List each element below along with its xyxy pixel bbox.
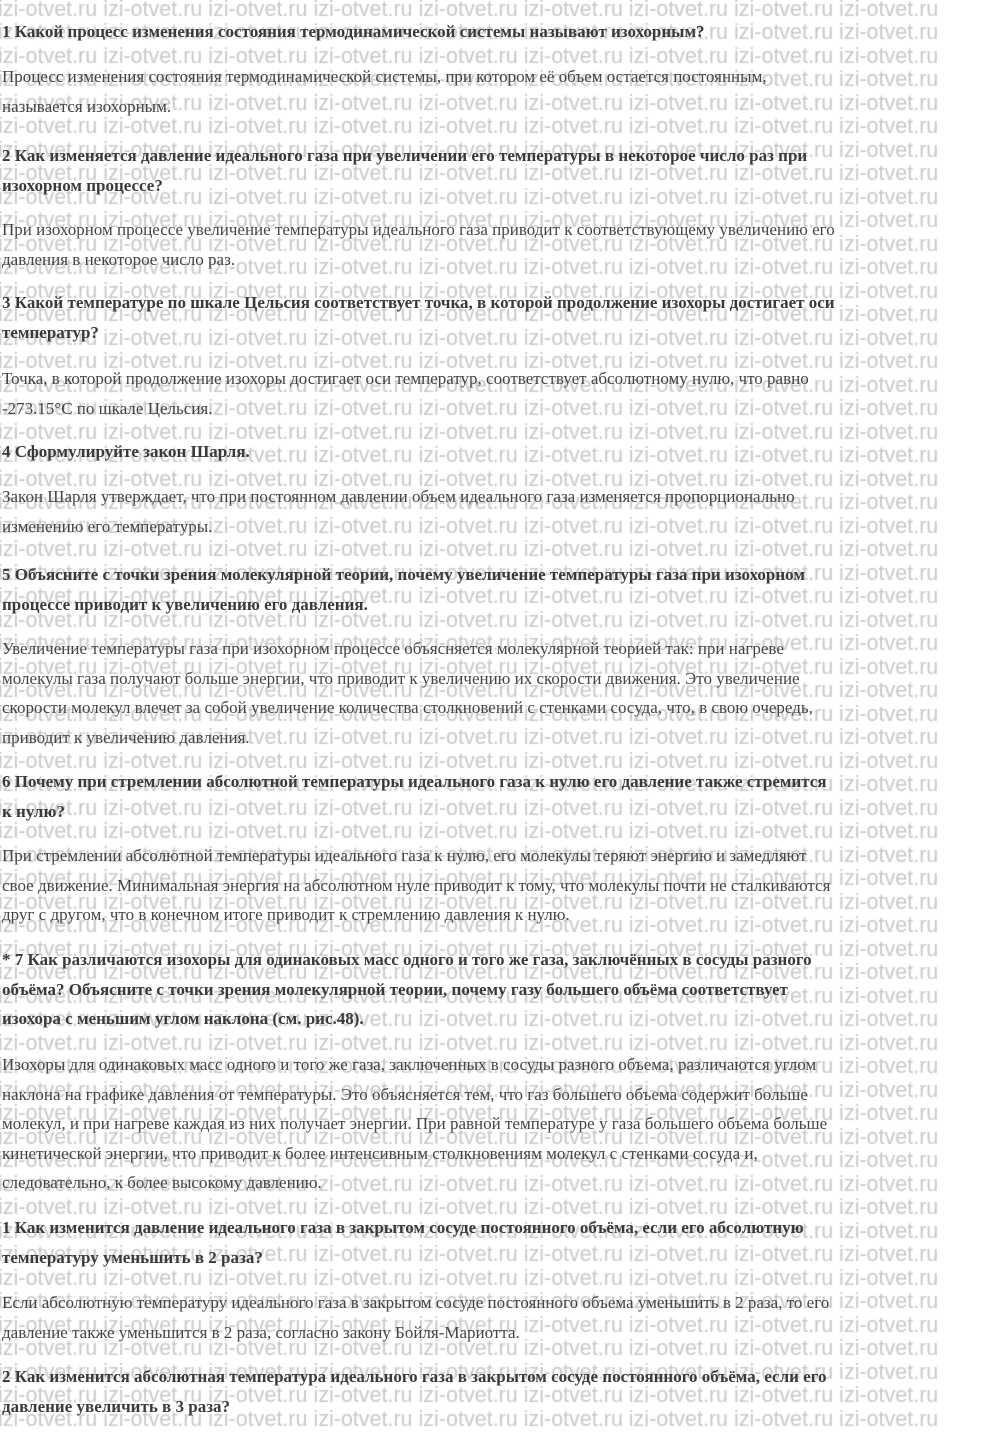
text-line: Если абсолютную температуру идеального газа в закрытом сосуде постоянного объема уменьшить в 2 раза, то его xyxy=(2,1293,830,1312)
answer-paragraph xyxy=(2,1050,827,1198)
text-line: давление увеличить в 3 раза? xyxy=(2,1396,231,1416)
text-line: температур? xyxy=(2,322,99,342)
text-line: 3 Какой температуре по шкале Цельсия соответствует точка, в которой продолжение изохоры достигает оси xyxy=(2,293,835,312)
text-line: давления в некоторое число раз. xyxy=(2,249,236,269)
text-line: объёма? Объясните с точки зрения молекулярной теории, почему газу большего объёма соответствует xyxy=(2,979,788,999)
question-heading xyxy=(2,1362,827,1421)
text-line: 2 Как изменяется давление идеального газа при увеличении его температуры в некоторое число раз при xyxy=(2,146,808,165)
text-line: изохора с меньшим углом наклона (см. рис.48). xyxy=(2,1009,364,1028)
question-heading xyxy=(2,17,705,47)
question-heading xyxy=(2,767,827,826)
text-line: 5 Объясните с точки зрения молекулярной теории, почему увеличение температуры газа при изохорном xyxy=(2,565,805,584)
answer-paragraph xyxy=(2,482,795,541)
text-line: приводит к увеличению давления. xyxy=(2,727,250,747)
text-line: 1 Как изменится давление идеального газа в закрытом сосуде постоянного объёма, если его абсолютную xyxy=(2,1218,804,1237)
text-line: скорости молекул влечет за собой увеличение количества столкновений с стенками сосуда, что, в свою очередь, xyxy=(2,698,813,717)
answer-paragraph xyxy=(2,634,813,752)
text-line: 2 Как изменится абсолютная температура идеального газа в закрытом сосуде постоянного объёма, если его xyxy=(2,1367,827,1386)
text-line: При стремлении абсолютной температуры идеального газа к нулю, его молекулы теряют энергию и замедляют xyxy=(2,846,807,865)
text-line: Увеличение температуры газа при изохорном процессе объясняется молекулярной теорией так: при нагреве xyxy=(2,639,784,658)
text-line: Точка, в которой продолжение изохоры достигает оси температур, соответствует абсолютному нулю, что равно xyxy=(2,369,809,388)
question-heading xyxy=(2,560,805,619)
answer-paragraph xyxy=(2,841,830,930)
text-line: изохорном процессе? xyxy=(2,175,163,195)
text-line: * 7 Как различаются изохоры для одинаковых масс одного и того же газа, заключённых в сосуды разного xyxy=(2,950,812,969)
text-line: 6 Почему при стремлении абсолютной температуры идеального газа к нулю его давление также стремится xyxy=(2,772,827,791)
text-line: друг с другом, что в конечном итоге приводит к стремлению давления к нулю. xyxy=(2,905,570,924)
text-line: 1 Какой процесс изменения состояния термодинамической системы называют изохорным? xyxy=(2,22,705,41)
question-heading xyxy=(2,1213,804,1272)
text-line: Закон Шарля утверждает, что при постоянном давлении объем идеального газа изменяется пропорционально xyxy=(2,487,795,506)
answer-paragraph xyxy=(2,62,767,121)
text-line: При изохорном процессе увеличение температуры идеального газа приводит к соответствующему увеличению его xyxy=(2,220,835,239)
text-line: -273.15°C по шкале Цельсия. xyxy=(2,398,213,418)
question-heading xyxy=(2,945,812,1034)
text-line: молекул, и при нагреве каждая из них получает энергии. При равной температуре у газа большего объема больше xyxy=(2,1114,828,1133)
text-line: к нулю? xyxy=(2,801,65,821)
text-line: Изохоры для одинаковых масс одного и того же газа, заключенных в сосуды разного объема, различаются углом xyxy=(2,1055,817,1074)
text-line: давление также уменьшится в 2 раза, согласно закону Бойля-Мариотта. xyxy=(2,1322,520,1342)
answer-paragraph xyxy=(2,364,809,423)
text-line: называется изохорным. xyxy=(2,96,172,116)
text-line: Процесс изменения состояния термодинамической системы, при котором её объем остается постоянным, xyxy=(2,67,767,86)
text-line: наклона на графике давления от температуры. Это объясняется тем, что газ большего объема содержит больше xyxy=(2,1084,808,1104)
text-line: изменению его температуры. xyxy=(2,516,213,536)
text-line: 4 Сформулируйте закон Шарля. xyxy=(2,442,250,461)
text-line: температуру уменьшить в 2 раза? xyxy=(2,1247,263,1267)
text-line: процессе приводит к увеличению его давления. xyxy=(2,594,368,614)
answer-paragraph xyxy=(2,215,835,274)
text-line: кинетической энергии, что приводит к более интенсивным столкновениям молекул с стенками сосуда и, xyxy=(2,1143,758,1163)
question-heading xyxy=(2,437,250,467)
question-heading xyxy=(2,288,835,347)
text-line: следовательно, к более высокому давлению. xyxy=(2,1173,322,1192)
question-heading xyxy=(2,141,807,200)
text-line: молекулы газа получают больше энергии, что приводит к увеличению их скорости движения. Это увеличение xyxy=(2,668,800,688)
answer-paragraph xyxy=(2,1288,829,1347)
text-line: свое движение. Минимальная энергия на абсолютном нуле приводит к тому, что молекулы почти не сталкиваются xyxy=(2,875,831,895)
